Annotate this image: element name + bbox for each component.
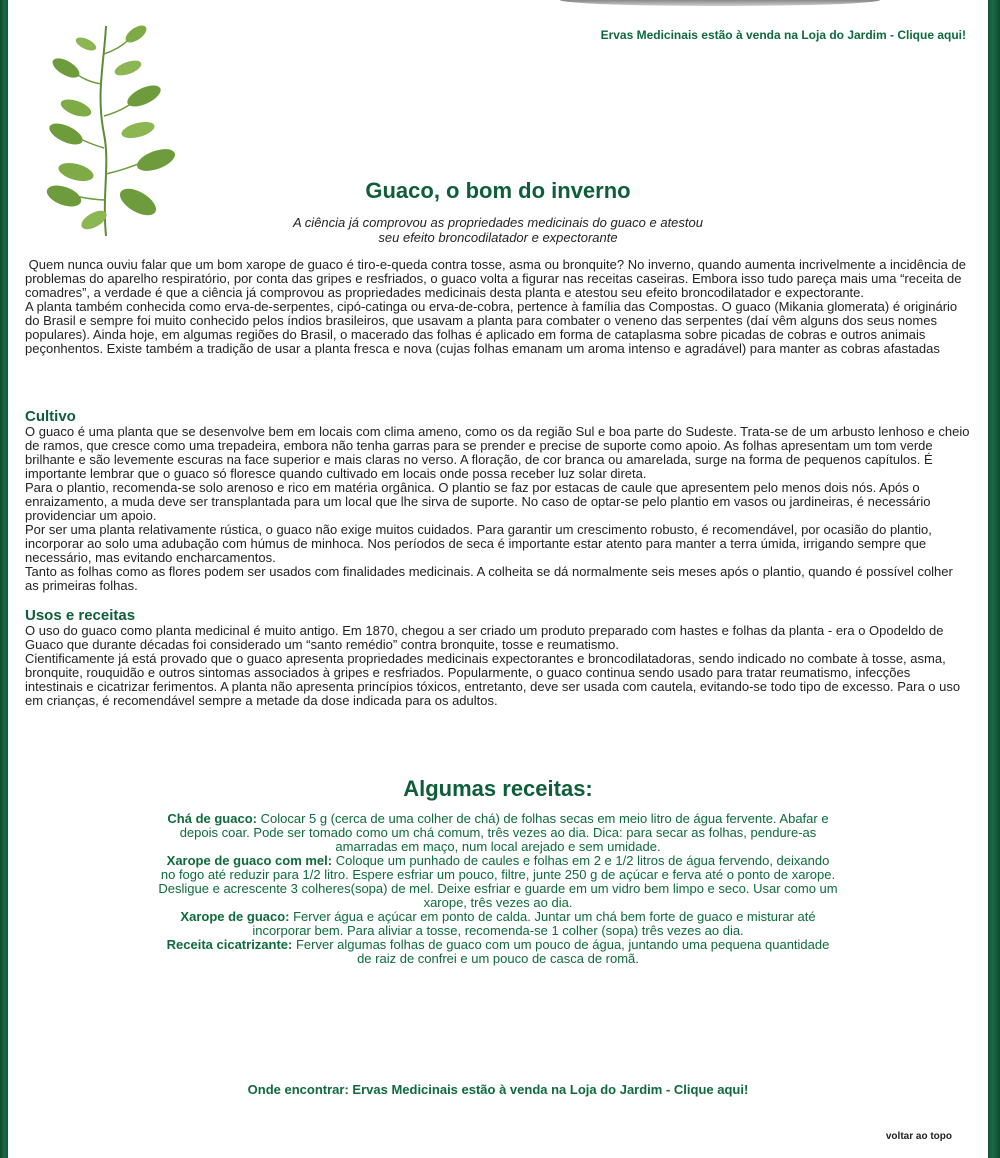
recipe-name: Xarope de guaco com mel: [166,853,333,868]
cultivo-paragraph: O guaco é uma planta que se desenvolve bem em locais com clima ameno, como os da região Sul e boa parte do Sudeste. Trata-se de um arbusto lenhoso e cheio de ramos, que cresce como uma trepadeira, embora não tenha garras para se prender e precise de suporte como apoio. As folhas apresentam um tom verde brilhante e são levemente escuras na face superior e mais claras no verso. A floração, de cor branca ou amarelada, surge na forma de pequenos capítulos. É importante lembrar que o guaco só floresce quando cultivado em locais onde possa receber luz solar direta. [25,424,970,481]
usos-heading: Usos e receitas [25,607,136,624]
page-title: Guaco, o bom do inverno [365,178,631,203]
page-content [8,0,988,1158]
recipe-text: Coloque um punhado de caules e folhas em 2 e 1/2 litros de água fervendo, deixando no fogo até reduzir para 1/2 litro. Espere esfriar um pouco, filtre, junte 250 g de açúcar e ferva até o ponto de xarope. Desligue e acrescente 3 colheres(sopa) de mel. Deixe esfriar e guarde em um vidro bem limpo e seco. Usar como um xarope, três vezes ao dia. [158,853,838,910]
usos-section [25,624,970,708]
right-frame-border [988,0,1000,1158]
recipe-name: Receita cicatrizante: [166,937,293,952]
cultivo-heading: Cultivo [25,408,76,425]
left-frame-border [0,0,8,1158]
cultivo-paragraph: Por ser uma planta relativamente rústica, o guaco não exige muitos cuidados. Para garantir um crescimento robusto, é recomendável, por ocasião do plantio, incorporar ao solo uma adubação com húmus de minhoca. Nos períodos de seca é importante estar atento para manter a terra úmida, irrigando sempre que necessário, mas evitando encharcamentos. [25,522,932,565]
shop-link-top[interactable]: Ervas Medicinais estão à venda na Loja do Jardim - Clique aqui! [600,28,966,42]
usos-paragraph: O uso do guaco como planta medicinal é muito antigo. Em 1870, chegou a ser criado um produto preparado com hastes e folhas da planta - era o Opodeldo de Guaco que durante décadas foi considerado um “santo remédio” contra bronquite, tosse e reumatismo. [25,623,944,652]
cultivo-paragraph: Tanto as folhas como as flores podem ser usados com finalidades medicinais. A colheita se dá normalmente seis meses após o plantio, quando é possível colher as primeiras folhas. [25,564,953,593]
subtitle-line-2: seu efeito broncodilatador e expectorante [378,230,618,245]
cultivo-section [25,425,970,593]
intro-paragraph: A planta também conhecida como erva-de-serpentes, cipó-catinga ou erva-de-cobra, pertence à família das Compostas. O guaco (Mikania glomerata) é originário do Brasil e sempre foi muito conhecido pelos índios brasileiros, que usavam a planta para combater o veneno das serpentes (daí vêm alguns dos seus nomes populares). Ainda hoje, em algumas regiões do Brasil, o macerado das folhas é aplicado em forma de cataplasma sobre picadas de cobras e outros animais peçonhentos. Existe também a tradição de usar a planta fresca e nova (cujas folhas emanam um aroma intenso e agradável) para manter as cobras afastadas [25,299,958,356]
recipe-item [158,854,838,910]
recipe-text: Ferver algumas folhas de guaco com um pouco de água, juntando uma pequena quantidade de raiz de confrei e um pouco de casca de romã. [292,937,830,966]
usos-paragraph: Cientificamente já está provado que o guaco apresenta propriedades medicinais expectorantes e broncodilatadoras, sendo indicado no combate à tosse, asma, bronquite, rouquidão e outros sintomas associados à gripes e resfriados. Popularmente, o guaco continua sendo usado para tratar reumatismo, infecções intestinais e cicatrizar ferimentos. A planta não apresenta princípios tóxicos, entretanto, deve ser usada com cautela, evitando-se todo tipo de excesso. Para o uso em crianças, é recomendável sempre a metade da dose indicada para os adultos. [25,651,961,708]
recipe-name: Xarope de guaco: [180,909,290,924]
recipe-item [158,910,838,938]
subtitle-line-1: A ciência já comprovou as propriedades medicinais do guaco e atestou [293,215,703,230]
shop-link-bottom[interactable]: Onde encontrar: Ervas Medicinais estão à venda na Loja do Jardim - Clique aqui! [247,1082,749,1097]
recipes-heading: Algumas receitas: [403,776,593,801]
back-to-top-link[interactable]: voltar ao topo [885,1131,952,1142]
recipe-item [158,812,838,854]
intro-paragraph: Quem nunca ouviu falar que um bom xarope de guaco é tiro-e-queda contra tosse, asma ou bronquite? No inverno, quando aumenta incrivelmente a incidência de problemas do aparelho respiratório, por conta das gripes e resfriados, o guaco volta a figurar nas receitas caseiras. Embora isso tudo pareça mais uma “receita de comadres”, a verdade é que a ciência já comprovou as propriedades medicinais desta planta e atestou seu efeito broncodilatador e expectorante. [25,257,970,300]
intro-section [25,258,970,356]
recipe-text: Colocar 5 g (cerca de uma colher de chá) de folhas secas em meio litro de água fervente. Abafar e depois coar. Pode ser tomado como um chá comum, três vezes ao dia. Dica: para secar as folhas, pendure-as amarradas em maço, num local arejado e sem umidade. [179,811,829,854]
recipe-text: Ferver água e açúcar em ponto de calda. Juntar um chá bem forte de guaco e misturar até incorporar bem. Para aliviar a tosse, recomenda-se 1 colher (sopa) três vezes ao dia. [252,909,816,938]
recipes-list [158,812,838,966]
recipe-name: Chá de guaco: [167,811,257,826]
page-subtitle [8,215,988,245]
guaco-plant-illustration [46,24,178,238]
cultivo-paragraph: Para o plantio, recomenda-se solo arenoso e rico em matéria orgânica. O plantio se faz por estacas de caule que apresentem pelo menos dois nós. Após o enraizamento, a muda deve ser transplantada para um local que lhe sirva de suporte. No caso de optar-se pelo plantio em vasos ou jardineiras, é necessário providenciar um apoio. [25,480,931,523]
recipe-item [158,938,838,966]
